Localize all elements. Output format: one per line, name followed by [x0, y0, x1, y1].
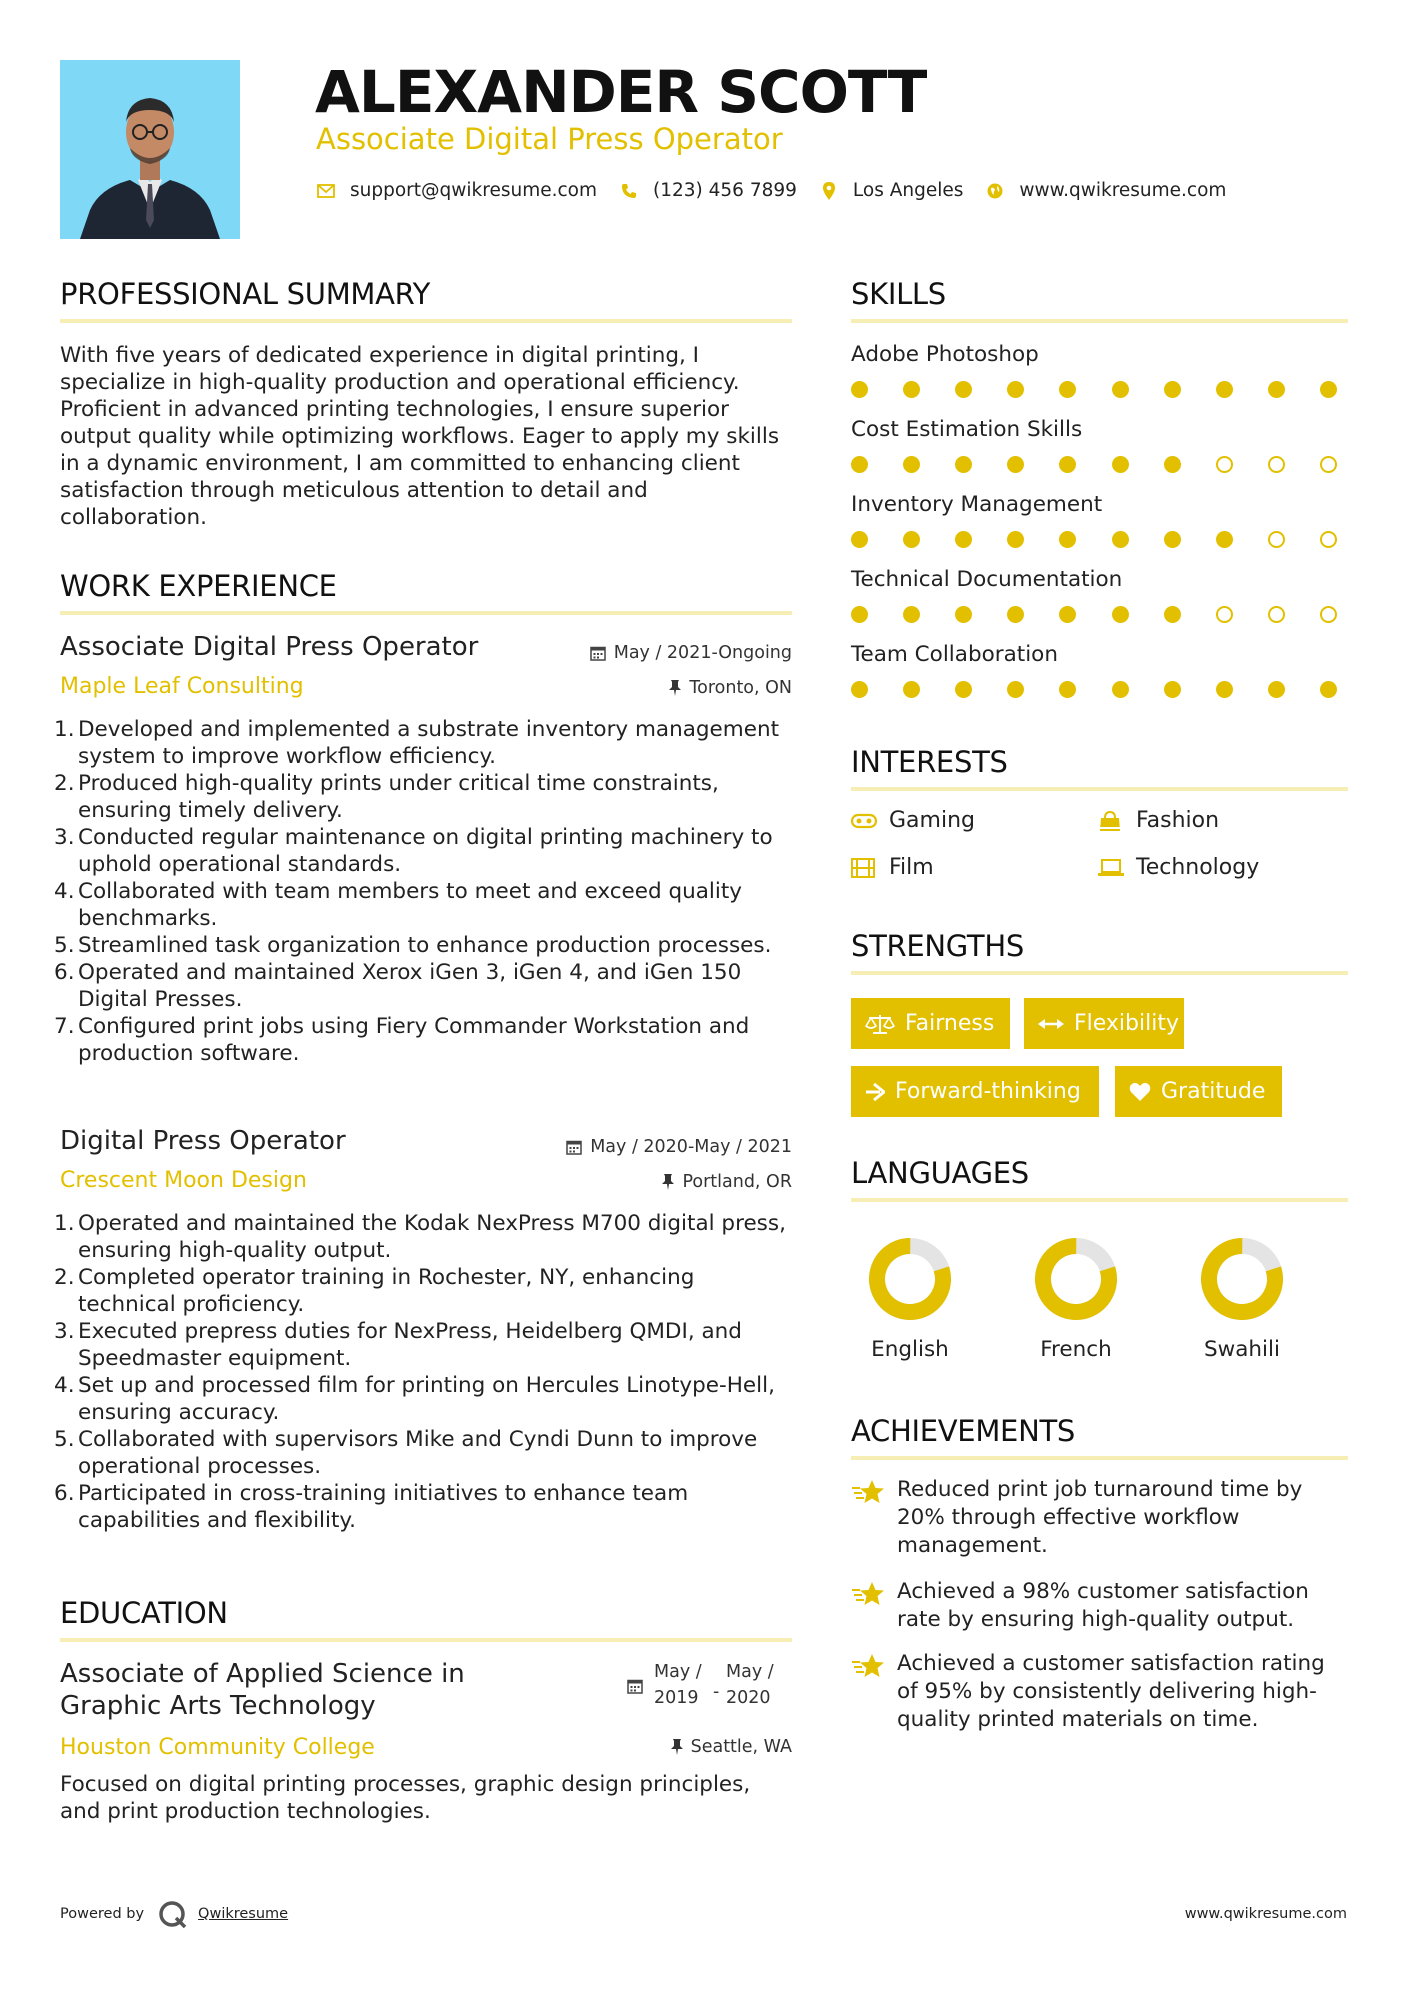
interest-label: Gaming — [889, 808, 975, 833]
rating-dot-filled — [1216, 681, 1233, 698]
shopping-bag-icon — [1098, 810, 1124, 832]
duty-item: Operated and maintained Xerox iGen 3, iGen 4, and iGen 150 Digital Presses. — [78, 960, 742, 1012]
language-label: French — [1040, 1337, 1112, 1362]
end-date-month: May / — [726, 1662, 774, 1682]
achievement-text: Achieved a customer satisfaction rating of 95% by consistently delivering high-quality printed materials on time. — [897, 1651, 1325, 1732]
skill-rating — [851, 531, 1337, 548]
rating-dot-filled — [1007, 681, 1024, 698]
achievement-text: Reduced print job turnaround time by 20% through effective workflow management. — [897, 1477, 1303, 1558]
qwikresume-link[interactable]: Qwikresume — [198, 1906, 289, 1922]
duty-item: Completed operator training in Rochester, NY, enhancing technical proficiency. — [78, 1265, 695, 1317]
donut-fill — [868, 1237, 951, 1320]
calendar-icon — [627, 1678, 643, 1699]
job-dates-text: May / 2020-May / 2021 — [590, 1137, 792, 1157]
job-dates — [566, 1137, 792, 1157]
laptop-icon — [1098, 857, 1124, 879]
website-text: www.qwikresume.com — [1019, 180, 1227, 201]
rating-dot-filled — [955, 456, 972, 473]
rating-dot-filled — [1164, 531, 1181, 548]
languages-heading: LANGUAGES — [851, 1156, 1029, 1190]
film-icon — [851, 857, 877, 879]
rating-dot-filled — [851, 456, 868, 473]
rating-dot-filled — [1216, 381, 1233, 398]
strength-label: Flexibility — [1074, 1011, 1179, 1036]
rating-dot-filled — [851, 381, 868, 398]
powered-by-label: Powered by — [60, 1906, 145, 1922]
rating-dot-filled — [1164, 606, 1181, 623]
calendar-icon — [590, 645, 606, 661]
rating-dot-filled — [1007, 531, 1024, 548]
rating-dot-filled — [1007, 381, 1024, 398]
rating-dot-filled — [1007, 456, 1024, 473]
job-title: Digital Press Operator — [60, 1126, 346, 1156]
rating-dot-filled — [1112, 456, 1129, 473]
summary-heading: PROFESSIONAL SUMMARY — [60, 277, 431, 311]
interest-label: Technology — [1136, 855, 1260, 880]
rating-dot-filled — [1216, 531, 1233, 548]
arrow-right-icon — [865, 1083, 885, 1101]
date-dash: - — [713, 1682, 720, 1702]
rating-dot-filled — [1164, 456, 1181, 473]
skill-rating — [851, 381, 1337, 398]
strength-fairness — [851, 998, 1010, 1049]
strength-flexibility — [1024, 998, 1184, 1049]
interests-heading: INTERESTS — [851, 745, 1008, 779]
rating-dot-filled — [903, 681, 920, 698]
rating-dot-filled — [1112, 606, 1129, 623]
achievement-item — [851, 1650, 1351, 1734]
phone-text: (123) 456 7899 — [653, 180, 797, 201]
experience-heading: WORK EXPERIENCE — [60, 569, 337, 603]
rating-dot-filled — [955, 681, 972, 698]
rating-dot-filled — [1268, 681, 1285, 698]
language-label: English — [871, 1337, 949, 1362]
skill-name: Team Collaboration — [851, 642, 1058, 667]
calendar-icon — [566, 1139, 582, 1155]
interest-fashion — [1098, 808, 1219, 833]
rating-dot-filled — [1320, 681, 1337, 698]
location-text: Los Angeles — [852, 180, 964, 201]
contact-location — [819, 180, 964, 201]
rating-dot-empty — [1320, 606, 1337, 623]
skill-rating — [851, 681, 1337, 698]
education-location — [671, 1737, 792, 1757]
heart-icon — [1129, 1082, 1151, 1102]
arrows-horizontal-icon — [1038, 1017, 1064, 1031]
achievements-rule — [851, 1456, 1348, 1460]
education-description: Focused on digital printing processes, graphic design principles, and print production technologies. — [60, 1772, 751, 1824]
star-trophy-icon — [851, 1478, 885, 1560]
duties-list — [60, 1210, 794, 1534]
contact-email[interactable] — [316, 180, 597, 201]
duty-item: Set up and processed film for printing on Hercules Linotype-Hell, ensuring accuracy. — [78, 1373, 775, 1425]
pushpin-icon — [662, 1174, 674, 1190]
rating-dot-filled — [1268, 381, 1285, 398]
degree-line-2: Graphic Arts Technology — [60, 1691, 376, 1721]
duty-item: Produced high-quality prints under critical time constraints, ensuring timely delivery. — [78, 771, 719, 823]
interest-label: Fashion — [1136, 808, 1220, 833]
job-location — [662, 1172, 792, 1192]
rating-dot-filled — [1112, 531, 1129, 548]
company-name: Crescent Moon Design — [60, 1168, 307, 1193]
interest-technology — [1098, 855, 1259, 880]
achievement-text: Achieved a 98% customer satisfaction rate by ensuring high-quality output. — [897, 1579, 1309, 1632]
education-dates — [627, 1660, 793, 1716]
interest-label: Film — [889, 855, 934, 880]
interest-gaming — [851, 808, 975, 833]
skills-heading: SKILLS — [851, 277, 946, 311]
star-trophy-icon — [851, 1580, 885, 1634]
skills-rule — [851, 319, 1348, 323]
envelope-icon — [316, 181, 336, 201]
education-rule — [60, 1638, 792, 1642]
donut-fill — [1200, 1237, 1283, 1320]
strengths-heading: STRENGTHS — [851, 929, 1024, 963]
rating-dot-filled — [851, 531, 868, 548]
school-name: Houston Community College — [60, 1735, 375, 1760]
rating-dot-empty — [1268, 606, 1285, 623]
education-heading: EDUCATION — [60, 1596, 228, 1630]
rating-dot-filled — [1059, 531, 1076, 548]
language-label: Swahili — [1204, 1337, 1280, 1362]
rating-dot-filled — [1164, 681, 1181, 698]
rating-dot-filled — [1112, 381, 1129, 398]
rating-dot-filled — [1112, 681, 1129, 698]
rating-dot-filled — [1320, 381, 1337, 398]
degree-line-1: Associate of Applied Science in — [60, 1659, 465, 1689]
interests-rule — [851, 787, 1348, 791]
strength-forward-thinking — [851, 1066, 1099, 1117]
rating-dot-filled — [851, 681, 868, 698]
job-location-text: Portland, OR — [682, 1172, 792, 1192]
duty-item: Operated and maintained the Kodak NexPress M700 digital press, ensuring high-quality output. — [78, 1211, 786, 1263]
duty-item: Conducted regular maintenance on digital printing machinery to uphold operational standards. — [78, 825, 773, 877]
job-location — [669, 678, 792, 698]
rating-dot-filled — [955, 381, 972, 398]
rating-dot-filled — [1059, 681, 1076, 698]
contact-bar — [316, 180, 1248, 201]
rating-dot-empty — [1320, 456, 1337, 473]
summary-rule — [60, 319, 792, 323]
rating-dot-empty — [1320, 531, 1337, 548]
skill-name: Technical Documentation — [851, 567, 1123, 592]
gamepad-icon — [851, 810, 877, 832]
duty-item: Collaborated with team members to meet and exceed quality benchmarks. — [78, 879, 743, 931]
strength-label: Forward-thinking — [895, 1079, 1081, 1104]
strength-label: Fairness — [905, 1011, 995, 1036]
rating-dot-filled — [1007, 606, 1024, 623]
duty-item: Collaborated with supervisors Mike and Cyndi Dunn to improve operational processes. — [78, 1427, 758, 1479]
achievement-item — [851, 1476, 1351, 1560]
rating-dot-filled — [1059, 456, 1076, 473]
strength-gratitude — [1115, 1066, 1282, 1117]
language-donut — [1031, 1234, 1121, 1324]
map-pin-icon — [819, 181, 839, 201]
achievements-heading: ACHIEVEMENTS — [851, 1414, 1075, 1448]
qwikresume-logo-icon — [158, 1900, 188, 1928]
skill-rating — [851, 456, 1337, 473]
balance-scale-icon — [865, 1013, 895, 1035]
job-title: Associate Digital Press Operator — [60, 632, 479, 662]
donut-fill — [1034, 1237, 1117, 1320]
rating-dot-empty — [1268, 456, 1285, 473]
rating-dot-filled — [903, 606, 920, 623]
rating-dot-filled — [955, 606, 972, 623]
education-location-text: Seattle, WA — [690, 1737, 792, 1757]
skill-rating — [851, 606, 1337, 623]
phone-icon — [619, 181, 639, 201]
duty-item: Developed and implemented a substrate inventory management system to improve workflow efficiency. — [78, 717, 780, 769]
job-dates-text: May / 2021-Ongoing — [613, 643, 792, 663]
start-date-month: May / — [654, 1662, 702, 1682]
strengths-rule — [851, 971, 1348, 975]
rating-dot-filled — [903, 531, 920, 548]
rating-dot-empty — [1268, 531, 1285, 548]
job-location-text: Toronto, ON — [689, 678, 792, 698]
start-date-year: 2019 — [654, 1688, 699, 1708]
pushpin-icon — [669, 680, 681, 696]
rating-dot-filled — [955, 531, 972, 548]
duty-item: Streamlined task organization to enhance production processes. — [78, 933, 772, 958]
company-name: Maple Leaf Consulting — [60, 674, 304, 699]
experience-rule — [60, 611, 792, 615]
languages-rule — [851, 1198, 1348, 1202]
skill-name: Inventory Management — [851, 492, 1103, 517]
language-donut — [865, 1234, 955, 1324]
summary-text: With five years of dedicated experience in digital printing, I specialize in high-quality production and operational efficiency. Proficient in advanced printing technologies, I ensure superior output quality while optimizing workflows. Eager to apply my skills in a dynamic environment, I am committed to enhancing client satisfaction through meticulous attention to detail and collaboration. — [60, 343, 780, 530]
contact-phone[interactable] — [619, 180, 797, 201]
rating-dot-filled — [1059, 606, 1076, 623]
candidate-name: ALEXANDER SCOTT — [315, 58, 927, 126]
rating-dot-filled — [1164, 381, 1181, 398]
duty-item: Participated in cross-training initiatives to enhance team capabilities and flexibility. — [78, 1481, 689, 1533]
footer-website[interactable]: www.qwikresume.com — [1184, 1906, 1347, 1922]
end-date-year: 2020 — [726, 1688, 771, 1708]
skill-name: Adobe Photoshop — [851, 342, 1039, 367]
rating-dot-filled — [1059, 381, 1076, 398]
rating-dot-empty — [1216, 606, 1233, 623]
language-donut — [1197, 1234, 1287, 1324]
footer-powered-by — [60, 1900, 288, 1928]
star-trophy-icon — [851, 1652, 885, 1734]
achievement-item — [851, 1578, 1351, 1634]
contact-website[interactable] — [985, 180, 1226, 201]
rating-dot-filled — [851, 606, 868, 623]
globe-icon — [985, 181, 1005, 201]
job-dates — [590, 643, 792, 663]
rating-dot-empty — [1216, 456, 1233, 473]
person-portrait-icon — [60, 60, 240, 239]
email-text: support@qwikresume.com — [350, 180, 597, 201]
interest-film — [851, 855, 934, 880]
strength-label: Gratitude — [1161, 1079, 1266, 1104]
duties-list — [60, 716, 794, 1067]
candidate-title: Associate Digital Press Operator — [316, 122, 783, 156]
profile-photo — [60, 60, 240, 239]
skill-name: Cost Estimation Skills — [851, 417, 1083, 442]
pushpin-icon — [671, 1739, 683, 1755]
duty-item: Configured print jobs using Fiery Commander Workstation and production software. — [78, 1014, 750, 1066]
rating-dot-filled — [903, 456, 920, 473]
duty-item: Executed prepress duties for NexPress, Heidelberg QMDI, and Speedmaster equipment. — [78, 1319, 742, 1371]
rating-dot-filled — [903, 381, 920, 398]
